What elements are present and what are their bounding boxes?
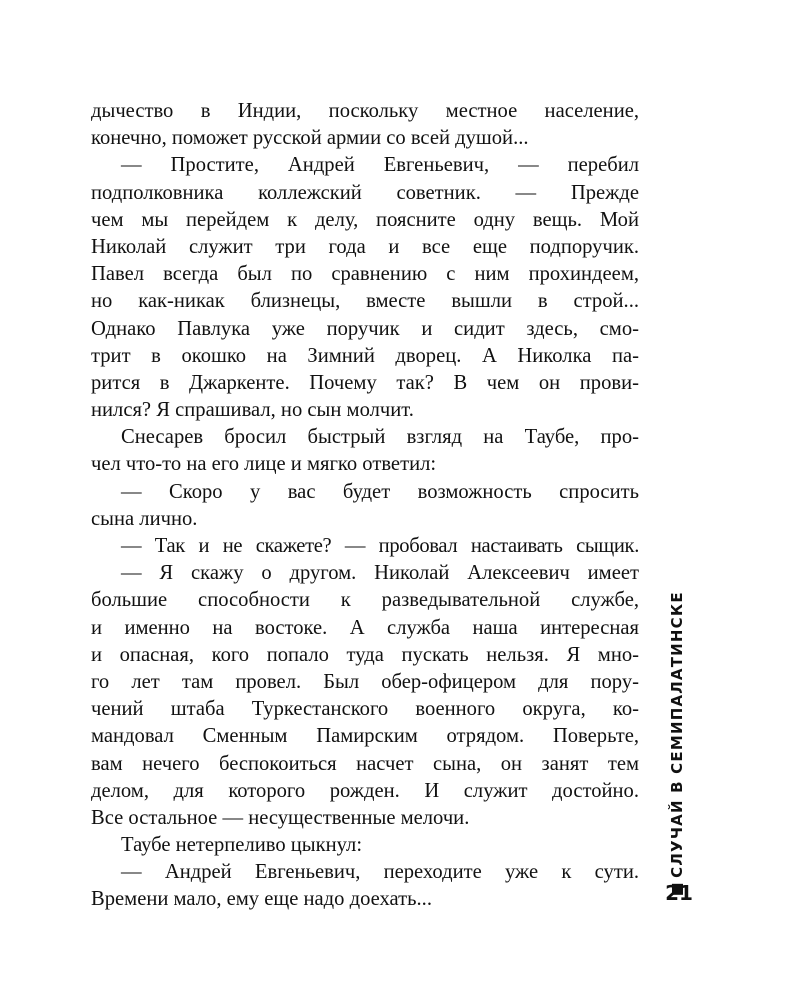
text-line: но как-никак близнецы, вместе вышли в строй... [91, 290, 639, 313]
running-title-text: СЛУЧАЙ В СЕМИПАЛАТИНСКЕ [668, 591, 686, 878]
body-text [91, 98, 639, 914]
text-line: конечно, поможет русской армии со всей душой... [91, 127, 529, 150]
text-line: чений штаба Туркестанского военного округа, ко- [91, 698, 639, 721]
text-line: сына лично. [91, 507, 198, 530]
running-title [662, 591, 692, 878]
text-line: Снесарев бросил быстрый взгляд на Таубе, про- [121, 426, 639, 449]
text-line: го лет там провел. Был обер-офицером для пору- [91, 670, 639, 693]
text-line: трит в окошко на Зимний дворец. А Николка па- [91, 344, 639, 367]
text-line: Таубе нетерпеливо цыкнул: [121, 834, 363, 857]
text-line: — Простите, Андрей Евгеньевич, — перебил [121, 154, 639, 177]
text-line: — Я скажу о другом. Николай Алексеевич имеет [121, 562, 639, 585]
text-line: подполковника коллежский советник. — Прежде [91, 181, 639, 204]
text-line: чел что-то на его лице и мягко ответил: [91, 453, 437, 476]
text-line: — Так и не скажете? — пробовал настаивать сыщик. [121, 535, 639, 557]
text-line: рится в Джаркенте. Почему так? В чем он прови- [91, 371, 639, 394]
text-line: чем мы перейдем к делу, поясните одну вещь. Мой [91, 208, 639, 231]
text-line: Времени мало, ему еще надо доехать... [91, 888, 432, 911]
text-line: делом, для которого рожден. И служит достойно. [91, 779, 639, 802]
text-line: вам нечего беспокоиться насчет сына, он занят тем [91, 752, 639, 775]
text-line: и именно на востоке. А служба наша интересная [91, 616, 639, 639]
text-line: мандовал Сменным Памирским отрядом. Поверьте, [91, 725, 639, 748]
text-line: Все остальное — несущественные мелочи. [91, 806, 470, 829]
text-line: Однако Павлука уже поручик и сидит здесь, смо- [91, 317, 639, 340]
page-number: 21 [665, 881, 693, 905]
text-line: большие способности к разведывательной службе, [91, 589, 639, 612]
text-line: — Андрей Евгеньевич, переходите уже к сути. [121, 861, 639, 884]
text-line: и опасная, кого попало туда пускать нельзя. Я мно- [91, 643, 639, 666]
text-line: — Скоро у вас будет возможность спросить [121, 480, 639, 503]
text-line: дычество в Индии, поскольку местное население, [91, 100, 639, 122]
text-line: Николай служит три года и все еще подпоручик. [91, 235, 639, 258]
text-line: нился? Я спрашивал, но сын молчит. [91, 399, 414, 422]
text-line: Павел всегда был по сравнению с ним прохиндеем, [91, 263, 639, 286]
